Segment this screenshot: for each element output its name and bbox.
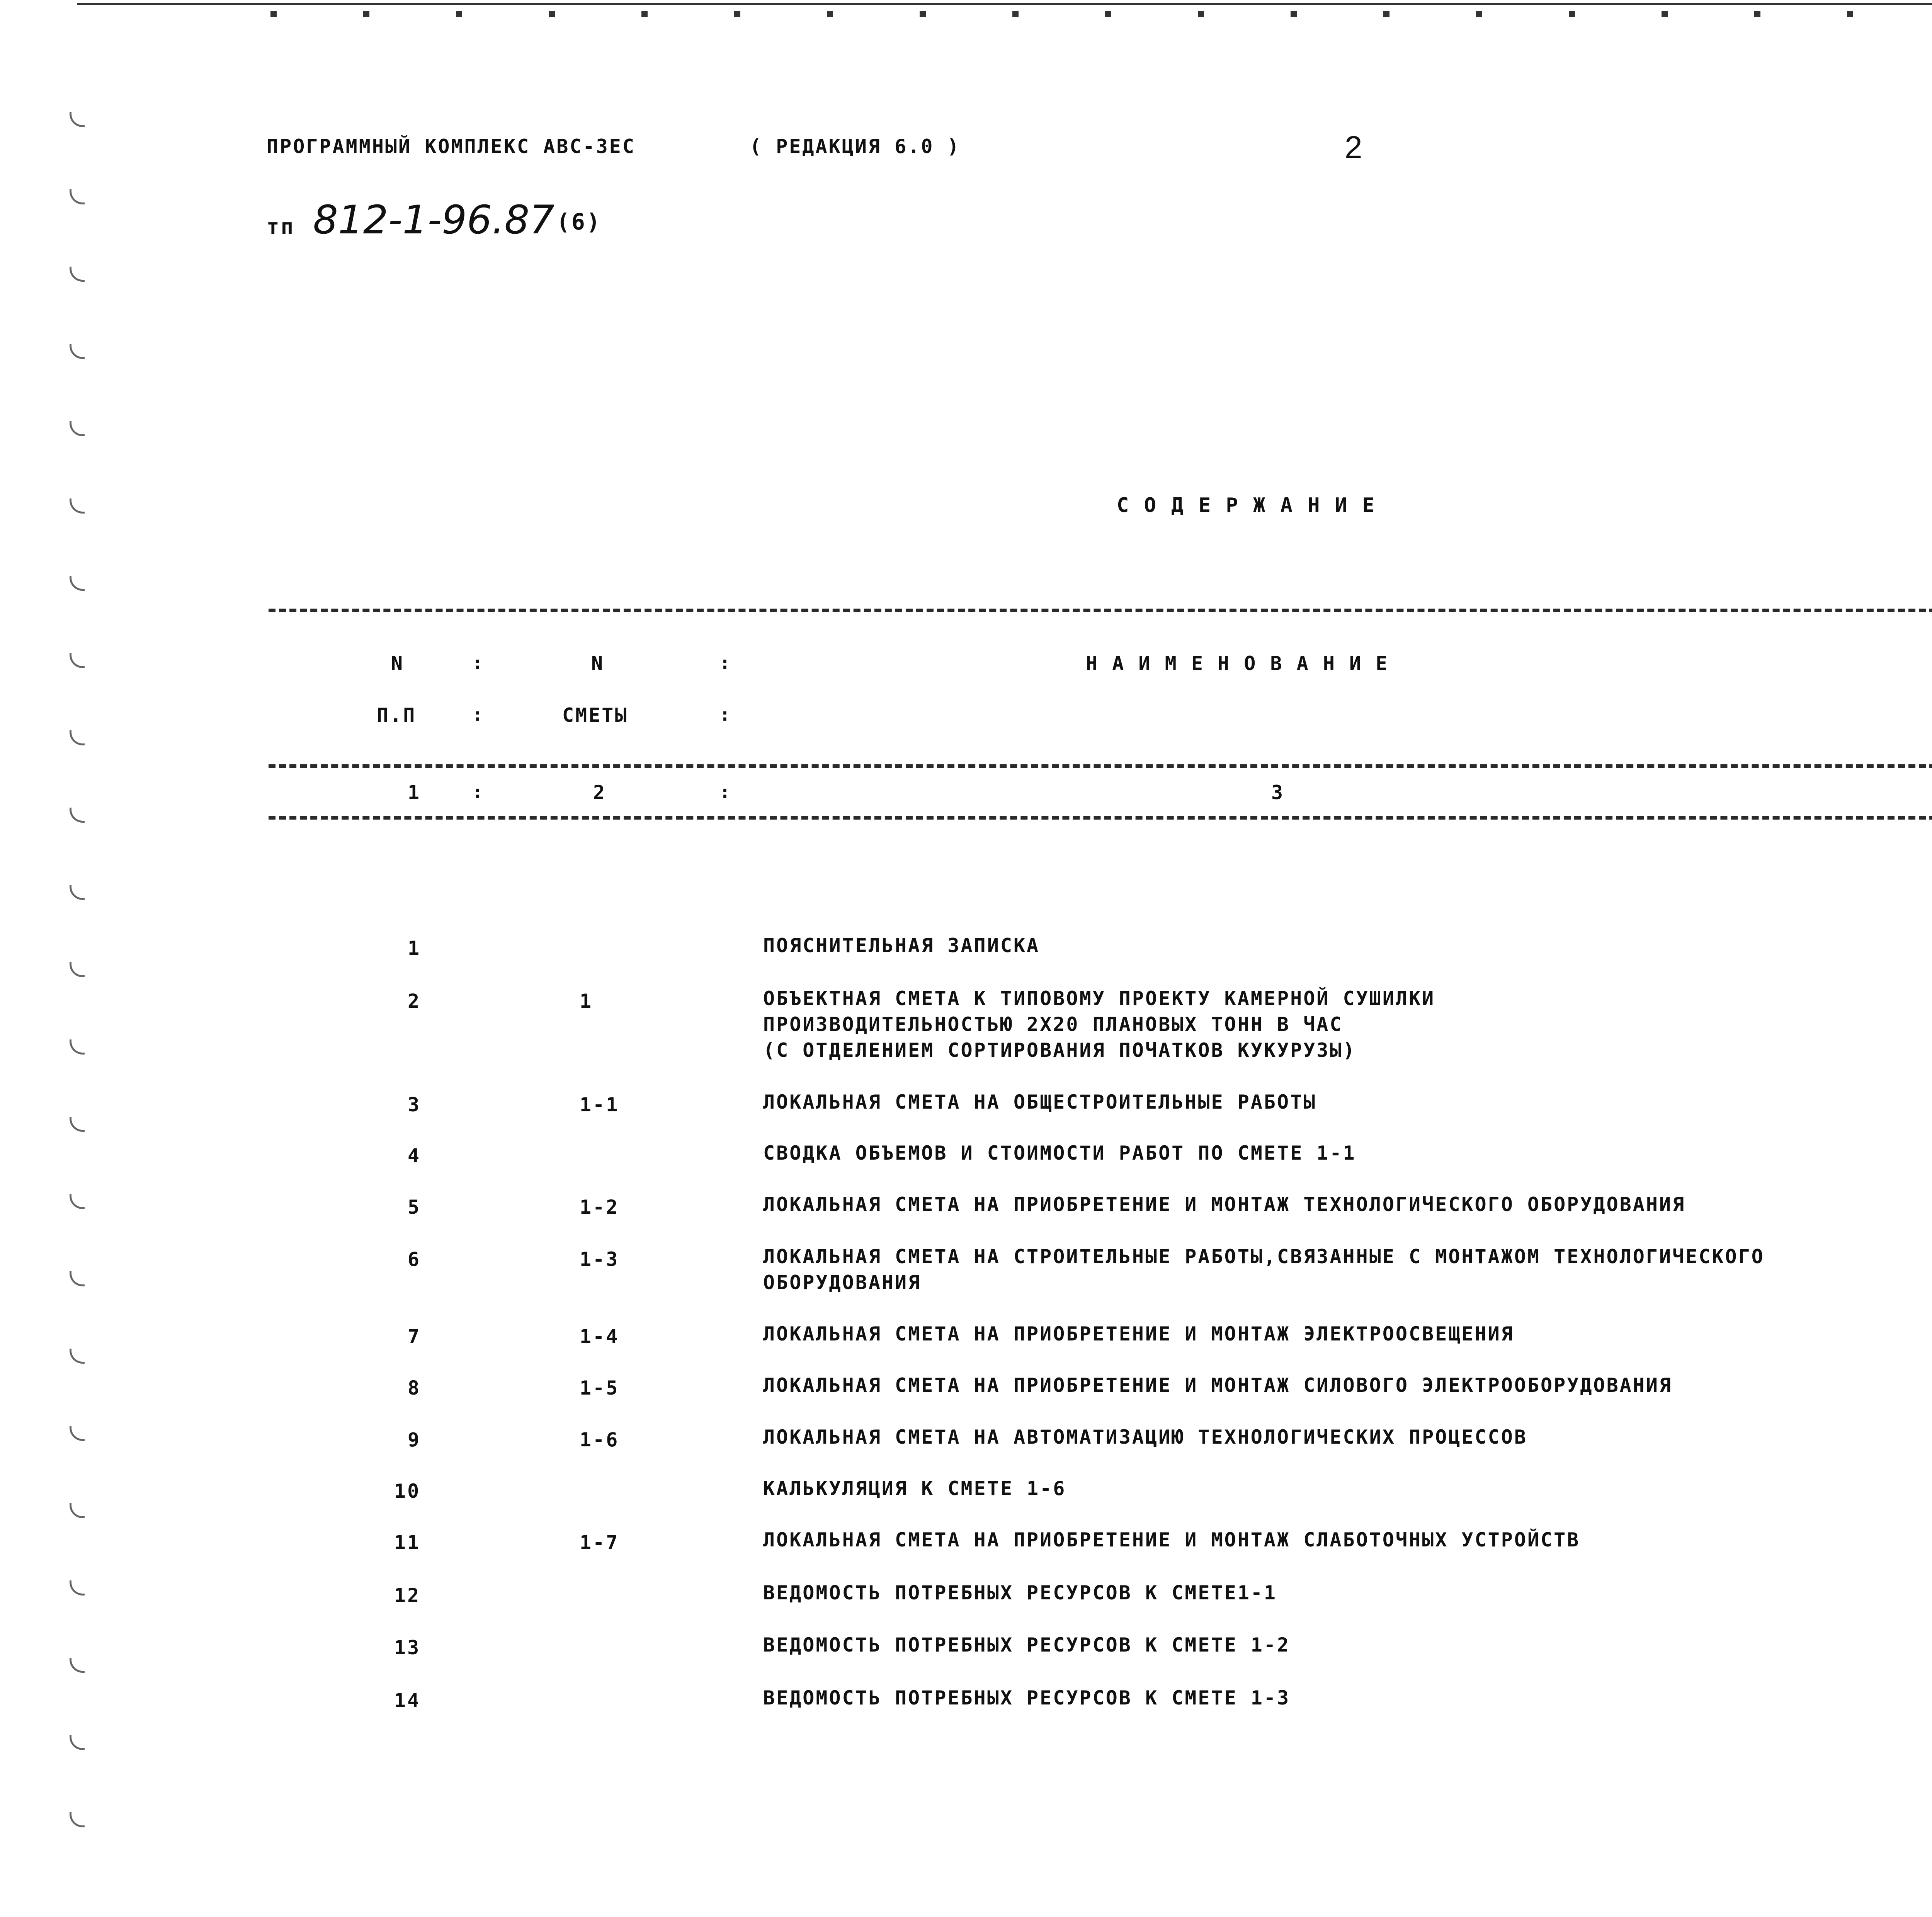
row-number: 13 — [394, 1636, 421, 1659]
perforation-hole — [70, 1426, 85, 1441]
top-dot — [827, 11, 833, 17]
row-number: 2 — [408, 990, 421, 1012]
top-dot — [1662, 11, 1668, 17]
row-number: 5 — [408, 1196, 421, 1218]
col-number-header: N — [391, 652, 405, 675]
top-dot — [1383, 11, 1389, 17]
row-smeta: 1-1 — [580, 1094, 619, 1116]
page-title: С О Д Е Р Ж А Н И Е — [1117, 494, 1376, 517]
top-dot — [920, 11, 926, 17]
top-dot — [270, 11, 277, 17]
column-separator: : — [719, 704, 730, 725]
row-title-line: ОБОРУДОВАНИЯ — [763, 1271, 922, 1294]
row-title: ПОЯСНИТЕЛЬНАЯ ЗАПИСКА — [763, 934, 1040, 957]
row-number: 8 — [408, 1377, 421, 1399]
row-title: ЛОКАЛЬНАЯ СМЕТА НА ОБЩЕСТРОИТЕЛЬНЫЕ РАБОТЫ — [763, 1091, 1317, 1113]
perforation-hole — [70, 885, 85, 900]
row-number: 9 — [408, 1429, 421, 1451]
row-title-line: ПРОИЗВОДИТЕЛЬНОСТЬЮ 2Х20 ПЛАНОВЫХ ТОНН В ЧАС — [763, 1013, 1343, 1036]
row-number: 6 — [408, 1248, 421, 1271]
top-dot — [1105, 11, 1111, 17]
perforation-hole — [70, 653, 85, 668]
top-dot — [1476, 11, 1482, 17]
row-title: ЛОКАЛЬНАЯ СМЕТА НА ПРИОБРЕТЕНИЕ И МОНТАЖ СИЛОВОГО ЭЛЕКТРООБОРУДОВАНИЯ — [763, 1374, 1673, 1397]
row-title: ЛОКАЛЬНАЯ СМЕТА НА ПРИОБРЕТЕНИЕ И МОНТАЖ ЭЛЕКТРООСВЕЩЕНИЯ — [763, 1323, 1514, 1345]
column-number-1: 1 — [408, 781, 421, 804]
column-separator: : — [472, 781, 483, 802]
header-divider-rule — [269, 764, 1932, 768]
program-line: ПРОГРАММНЫЙ КОМПЛЕКС АВС-3ЕС — [267, 135, 636, 158]
row-title: КАЛЬКУЛЯЦИЯ К СМЕТЕ 1-6 — [763, 1477, 1066, 1500]
perforation-hole — [70, 1117, 85, 1132]
row-title: ЛОКАЛЬНАЯ СМЕТА НА СТРОИТЕЛЬНЫЕ РАБОТЫ,СВЯЗАННЫЕ С МОНТАЖОМ ТЕХНОЛОГИЧЕСКОГО — [763, 1245, 1765, 1268]
row-number: 12 — [394, 1584, 421, 1607]
row-title: ЛОКАЛЬНАЯ СМЕТА НА ПРИОБРЕТЕНИЕ И МОНТАЖ СЛАБОТОЧНЫХ УСТРОЙСТВ — [763, 1529, 1580, 1551]
perforation-hole — [70, 962, 85, 977]
perforation-hole — [70, 1503, 85, 1518]
column-separator: : — [472, 652, 483, 673]
row-number: 10 — [394, 1480, 421, 1502]
perforation-hole — [70, 1658, 85, 1673]
perforation-hole — [70, 112, 85, 127]
perforation-hole — [70, 730, 85, 745]
tp-number: 812-1-96.87 — [313, 197, 555, 243]
perforation-hole — [70, 267, 85, 282]
row-title: ЛОКАЛЬНАЯ СМЕТА НА ПРИОБРЕТЕНИЕ И МОНТАЖ ТЕХНОЛОГИЧЕСКОГО ОБОРУДОВАНИЯ — [763, 1193, 1686, 1216]
perforation-hole — [70, 498, 85, 514]
row-number: 3 — [408, 1094, 421, 1116]
row-number: 11 — [394, 1531, 421, 1554]
row-smeta: 1-3 — [580, 1248, 619, 1271]
perforation-hole — [70, 189, 85, 204]
top-dot — [549, 11, 555, 17]
row-number: 1 — [408, 937, 421, 959]
top-dot — [734, 11, 740, 17]
row-number: 7 — [408, 1325, 421, 1348]
perforation-hole — [70, 1271, 85, 1286]
top-dot — [1754, 11, 1760, 17]
perforation-hole — [70, 344, 85, 359]
row-title: ОБЪЕКТНАЯ СМЕТА К ТИПОВОМУ ПРОЕКТУ КАМЕРНОЙ СУШИЛКИ — [763, 987, 1435, 1010]
column-separator: : — [719, 652, 730, 673]
col-number-header-sub: П.П — [377, 704, 417, 726]
edition-label: ( РЕДАКЦИЯ 6.0 ) — [750, 135, 961, 158]
column-number-3: 3 — [1271, 781, 1285, 804]
top-dot — [456, 11, 462, 17]
perforation-hole — [70, 1580, 85, 1596]
table-top-rule — [269, 609, 1932, 612]
perforation-hole — [70, 421, 85, 436]
top-dot — [1847, 11, 1853, 17]
row-smeta: 1-5 — [580, 1377, 619, 1399]
row-title: ВЕДОМОСТЬ ПОТРЕБНЫХ РЕСУРСОВ К СМЕТЕ 1-3 — [763, 1687, 1291, 1709]
col-smeta-header-sub: СМЕТЫ — [562, 704, 628, 726]
row-smeta: 1-7 — [580, 1531, 619, 1554]
page-number: 2 — [1345, 130, 1362, 165]
perforation-hole — [70, 576, 85, 591]
row-title: ВЕДОМОСТЬ ПОТРЕБНЫХ РЕСУРСОВ К СМЕТЕ1-1 — [763, 1582, 1277, 1604]
tp-suffix: (6) — [556, 209, 602, 235]
table-head-bottom-rule — [269, 816, 1932, 820]
top-dot — [1569, 11, 1575, 17]
col-smeta-header: N — [591, 652, 605, 675]
perforation-hole — [70, 1812, 85, 1827]
top-dot — [1291, 11, 1297, 17]
top-dot — [1198, 11, 1204, 17]
row-number: 4 — [408, 1145, 421, 1167]
top-border-line — [77, 3, 1932, 5]
row-title: ЛОКАЛЬНАЯ СМЕТА НА АВТОМАТИЗАЦИЮ ТЕХНОЛОГИЧЕСКИХ ПРОЦЕССОВ — [763, 1426, 1527, 1448]
top-dot — [363, 11, 369, 17]
perforation-hole — [70, 1735, 85, 1750]
column-number-2: 2 — [593, 781, 607, 804]
row-smeta: 1-4 — [580, 1325, 619, 1348]
top-dot — [1012, 11, 1019, 17]
row-smeta: 1-2 — [580, 1196, 619, 1218]
column-separator: : — [472, 704, 483, 725]
perforation-hole — [70, 1194, 85, 1209]
column-separator: : — [719, 781, 730, 802]
top-dot — [641, 11, 648, 17]
tp-prefix: тп — [267, 214, 295, 239]
row-number: 14 — [394, 1689, 421, 1712]
row-title: СВОДКА ОБЪЕМОВ И СТОИМОСТИ РАБОТ ПО СМЕТЕ 1-1 — [763, 1142, 1356, 1164]
perforation-hole — [70, 808, 85, 823]
perforation-hole — [70, 1349, 85, 1364]
row-title-line: (С ОТДЕЛЕНИЕМ СОРТИРОВАНИЯ ПОЧАТКОВ КУКУРУЗЫ) — [763, 1039, 1356, 1061]
row-title: ВЕДОМОСТЬ ПОТРЕБНЫХ РЕСУРСОВ К СМЕТЕ 1-2 — [763, 1634, 1291, 1656]
row-smeta: 1-6 — [580, 1429, 619, 1451]
col-name-header: Н А И М Е Н О В А Н И Е — [1086, 652, 1389, 675]
row-smeta: 1 — [580, 990, 593, 1012]
perforation-hole — [70, 1039, 85, 1055]
